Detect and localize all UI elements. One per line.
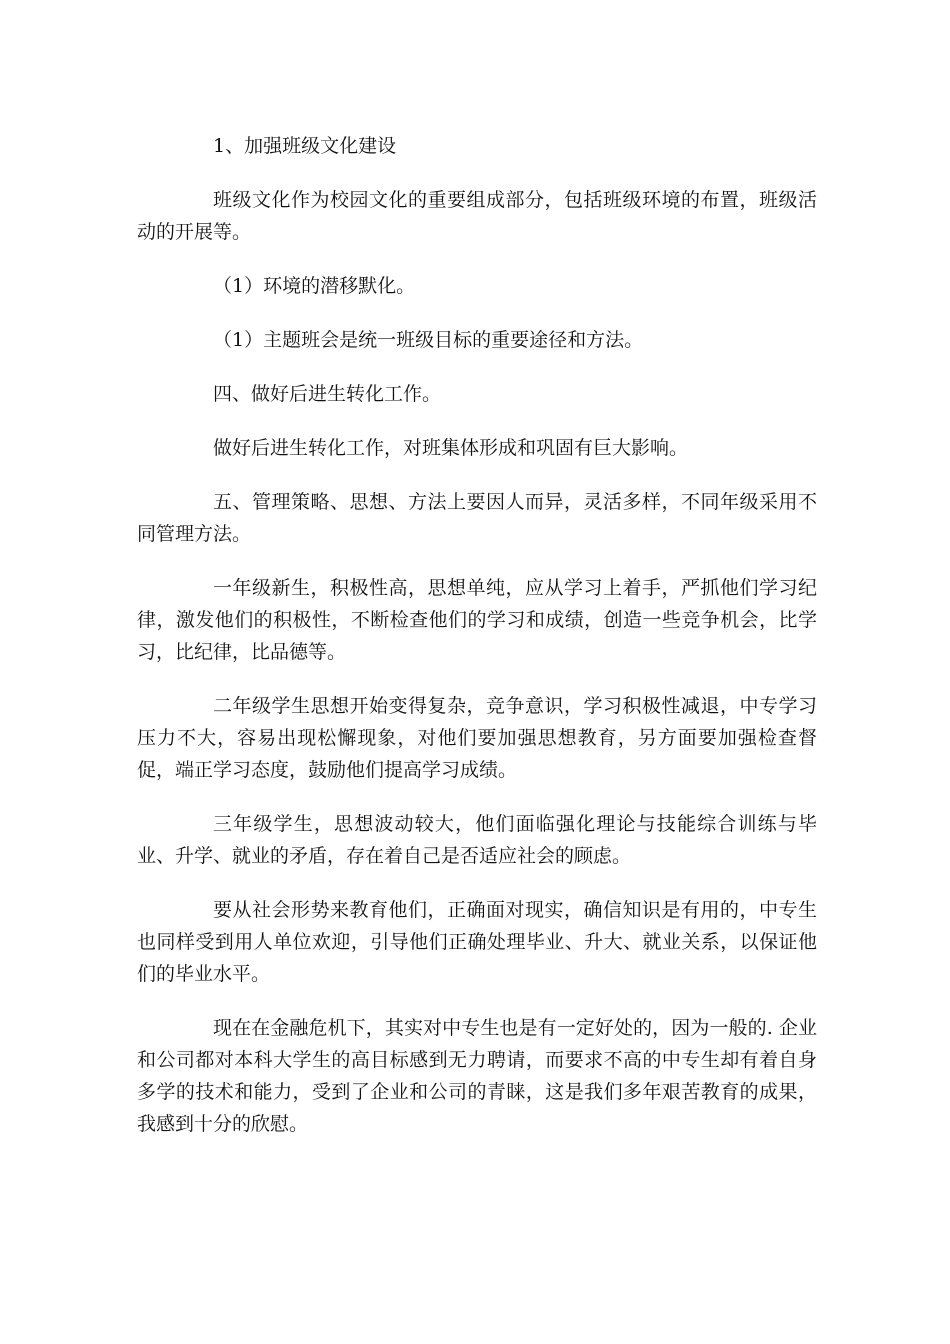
- paragraph-underachievers: 做好后进生转化工作，对班集体形成和巩固有巨大影响。: [213, 437, 689, 459]
- paragraph-third-grade: 三年级学生，思想波动较大，他们面临强化理论与技能综合训练与毕业、升学、就业的矛盾，存在着自己是否适应社会的顾虑。: [137, 813, 817, 867]
- paragraph-second-grade: 二年级学生思想开始变得复杂，竞争意识，学习积极性减退，中专学习压力不大，容易出现松懈现象，对他们要加强思想教育，另方面要加强检查督促，端正学习态度，鼓励他们提高学习成绩。: [137, 695, 817, 781]
- list-item-theme-meeting: （1）主题班会是统一班级目标的重要途径和方法。: [213, 329, 644, 351]
- list-item-environment: （1）环境的潜移默化。: [213, 275, 416, 297]
- section-heading-underachievers: 四、做好后进生转化工作。: [213, 383, 442, 405]
- section-heading-class-culture: 1、加强班级文化建设: [213, 135, 397, 157]
- paragraph-financial-crisis: 现在在金融危机下，其实对中专生也是有一定好处的，因为一般的. 企业和公司都对本科大学生的高目标感到无力聘请，而要求不高的中专生却有着自身多学的技术和能力，受到了企业和公司的青睐，这是我们多年艰苦教育的成果，我感到十分的欣慰。: [137, 1017, 817, 1135]
- document-body: [137, 130, 817, 1162]
- paragraph-first-grade: 一年级新生，积极性高，思想单纯，应从学习上着手，严抓他们学习纪律，激发他们的积极性，不断检查他们的学习和成绩，创造一些竞争机会，比学习，比纪律，比品德等。: [137, 577, 817, 663]
- section-heading-management-strategy: 五、管理策略、思想、方法上要因人而异，灵活多样，不同年级采用不同管理方法。: [137, 491, 817, 545]
- paragraph-social-education: 要从社会形势来教育他们，正确面对现实，确信知识是有用的，中专生也同样受到用人单位欢迎，引导他们正确处理毕业、升大、就业关系，以保证他们的毕业水平。: [137, 899, 817, 985]
- paragraph-class-culture: 班级文化作为校园文化的重要组成部分，包括班级环境的布置，班级活动的开展等。: [137, 189, 817, 243]
